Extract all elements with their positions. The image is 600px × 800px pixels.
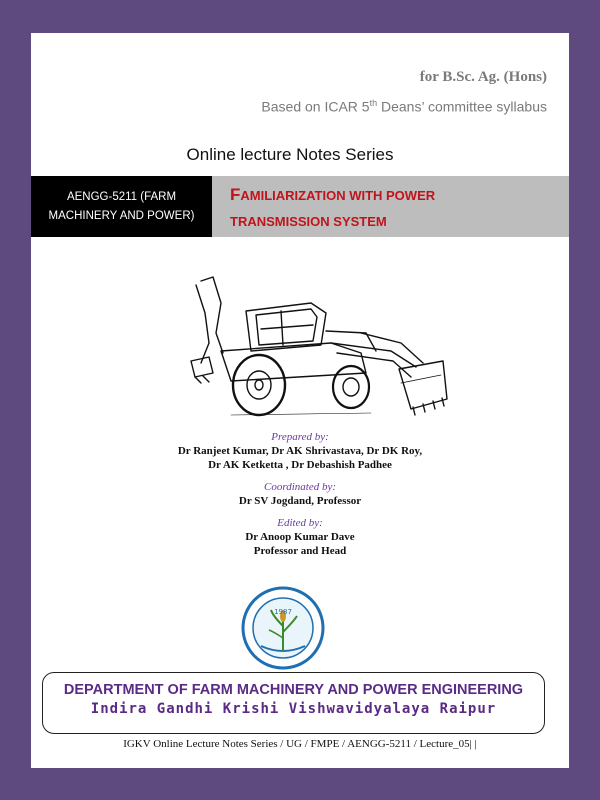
university-name: Indira Gandhi Krishi Vishwavidyalaya Raipur	[90, 701, 497, 717]
series-title: Online lecture Notes Series	[186, 145, 394, 164]
syllabus-line	[261, 98, 547, 115]
syllabus-suffix: Deans’ committee syllabus	[377, 98, 547, 115]
department-name: DEPARTMENT OF FARM MACHINERY AND POWER ENGINEERING	[63, 682, 524, 698]
prepared-names-line2: Dr AK Ketketta , Dr Debashish Padhee	[208, 459, 392, 471]
backhoe-loader-tractor-sketch-icon	[161, 273, 451, 423]
department-box	[42, 672, 545, 734]
program-line: for B.Sc. Ag. (Hons)	[419, 69, 547, 85]
prepared-label: Prepared by:	[271, 431, 329, 443]
lecture-title-line1	[230, 182, 569, 209]
edited-label: Edited by:	[277, 517, 323, 529]
lecture-title-box	[212, 176, 569, 237]
university-seal-icon	[241, 586, 325, 670]
footer-text: IGKV Online Lecture Notes Series / UG / FMPE / AENGG-5211 / Lecture_05| |	[123, 738, 477, 750]
syllabus-prefix: Based on ICAR 5	[261, 98, 370, 115]
cover-page	[31, 33, 569, 768]
course-code-line2: MACHINERY AND POWER)	[48, 209, 195, 222]
lecture-title-line2: TRANSMISSION SYSTEM	[230, 214, 387, 229]
coordinated-label: Coordinated by:	[264, 481, 336, 493]
prepared-names-line1: Dr Ranjeet Kumar, Dr AK Shrivastava, Dr DK Roy,	[177, 445, 423, 457]
coordinated-name: Dr SV Jogdand, Professor	[238, 495, 362, 507]
lecture-title-line1-rest: AMILIARIZATION WITH POWER	[240, 188, 436, 203]
seal-year: 1987	[274, 608, 292, 616]
edited-title: Professor and Head	[253, 545, 347, 557]
lecture-title-initial: F	[230, 185, 241, 204]
course-code-box	[31, 176, 212, 237]
credits-block	[31, 431, 569, 558]
edited-name: Dr Anoop Kumar Dave	[245, 531, 355, 543]
course-code-line1: AENGG-5211 (FARM	[66, 190, 177, 203]
syllabus-superscript: th	[369, 98, 378, 108]
